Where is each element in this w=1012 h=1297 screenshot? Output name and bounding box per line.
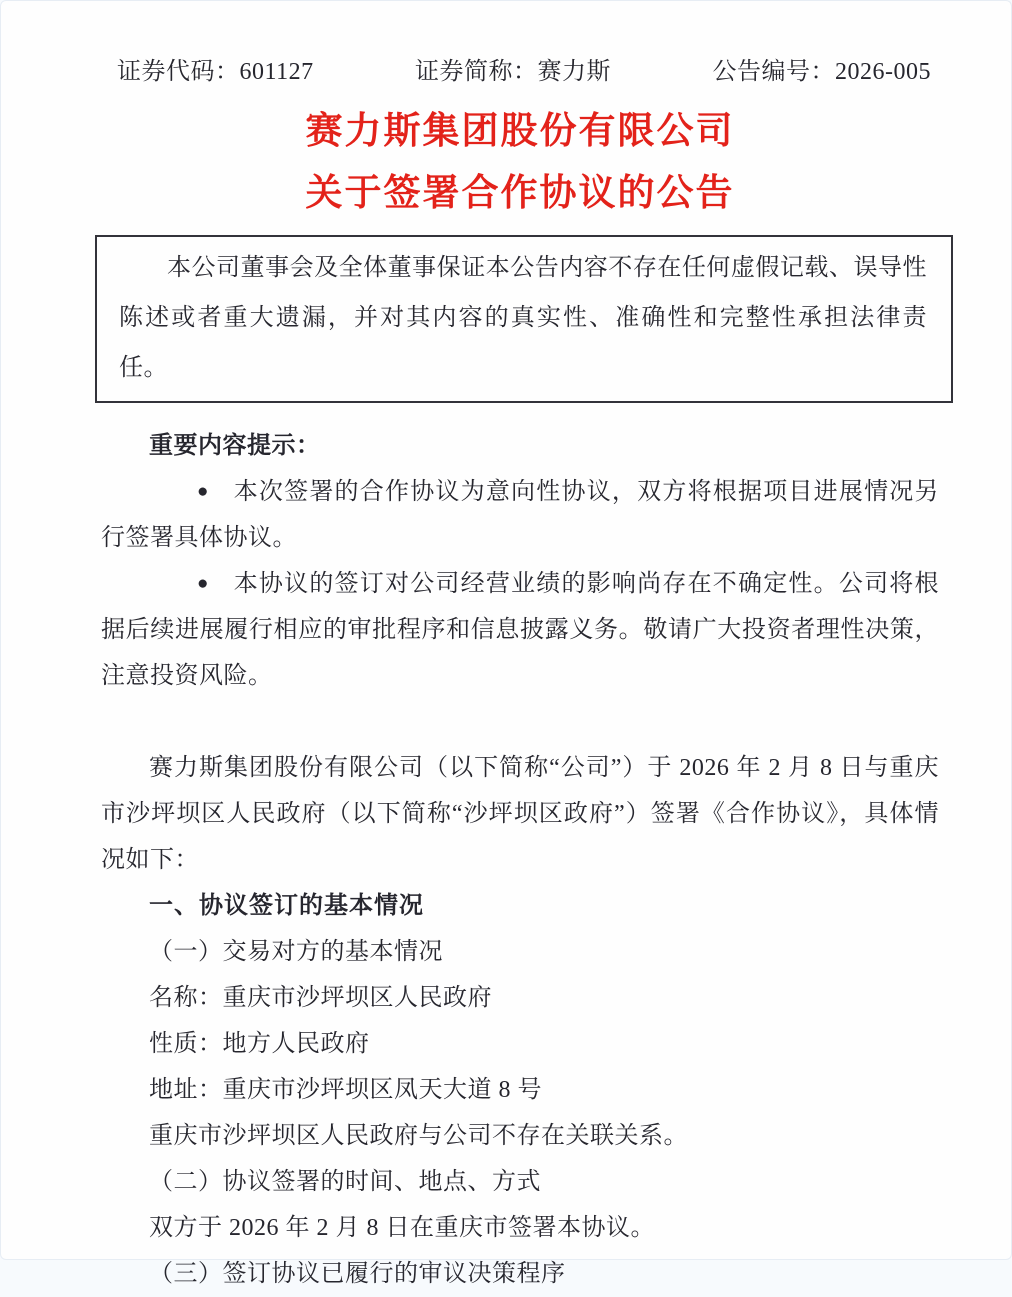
- disclaimer-box: [95, 235, 953, 403]
- bullet-dot-icon: ●: [197, 572, 209, 594]
- notice-bullet-2: [101, 561, 939, 699]
- subsection-2-heading: （二）协议签署的时间、地点、方式: [149, 1168, 541, 1195]
- intro-paragraph: 赛力斯集团股份有限公司（以下简称“公司”）于 2026 年 2 月 8 日与重庆市沙坪坝区人民政府（以下简称“沙坪坝区政府”）签署《合作协议》，具体情况如下：: [101, 754, 939, 873]
- signing-info: 双方于 2026 年 2 月 8 日在重庆市签署本协议。: [149, 1214, 655, 1241]
- document-content: [1, 1, 1011, 1297]
- relation-note: 重庆市沙坪坝区人民政府与公司不存在关联关系。: [149, 1122, 688, 1149]
- company-title: 赛力斯集团股份有限公司: [305, 111, 735, 152]
- counterparty-name: 名称：重庆市沙坪坝区人民政府: [149, 984, 492, 1011]
- important-notice-heading: 重要内容提示：: [149, 432, 321, 459]
- subsection-1-heading: （一）交易对方的基本情况: [149, 938, 443, 965]
- document-header: [101, 51, 939, 86]
- announcement-number: 公告编号：2026-005: [712, 59, 931, 85]
- disclaimer-text: 本公司董事会及全体董事保证本公告内容不存在任何虚假记载、误导性陈述或者重大遗漏，并对其内容的真实性、准确性和完整性承担法律责任。: [119, 254, 927, 381]
- notice-bullet-1-text: 本次签署的合作协议为意向性协议，双方将根据项目进展情况另行签署具体协议。: [101, 478, 939, 551]
- stock-code: 证券代码：601127: [117, 59, 314, 85]
- counterparty-address: 地址：重庆市沙坪坝区凤天大道 8 号: [149, 1076, 542, 1103]
- subsection-3-heading: （三）签订协议已履行的审议决策程序: [149, 1260, 566, 1287]
- counterparty-nature: 性质：地方人民政府: [149, 1030, 370, 1057]
- bullet-dot-icon: ●: [197, 480, 209, 502]
- notice-bullet-2-text: 本协议的签订对公司经营业绩的影响尚存在不确定性。公司将根据后续进展履行相应的审批程序和信息披露义务。敬请广大投资者理性决策，注意投资风险。: [101, 570, 939, 689]
- stock-short-name: 证券简称：赛力斯: [415, 59, 612, 85]
- section-1-heading: 一、协议签订的基本情况: [149, 892, 424, 919]
- announcement-title: 关于签署合作协议的公告: [305, 173, 735, 215]
- notice-bullet-1: [101, 469, 939, 561]
